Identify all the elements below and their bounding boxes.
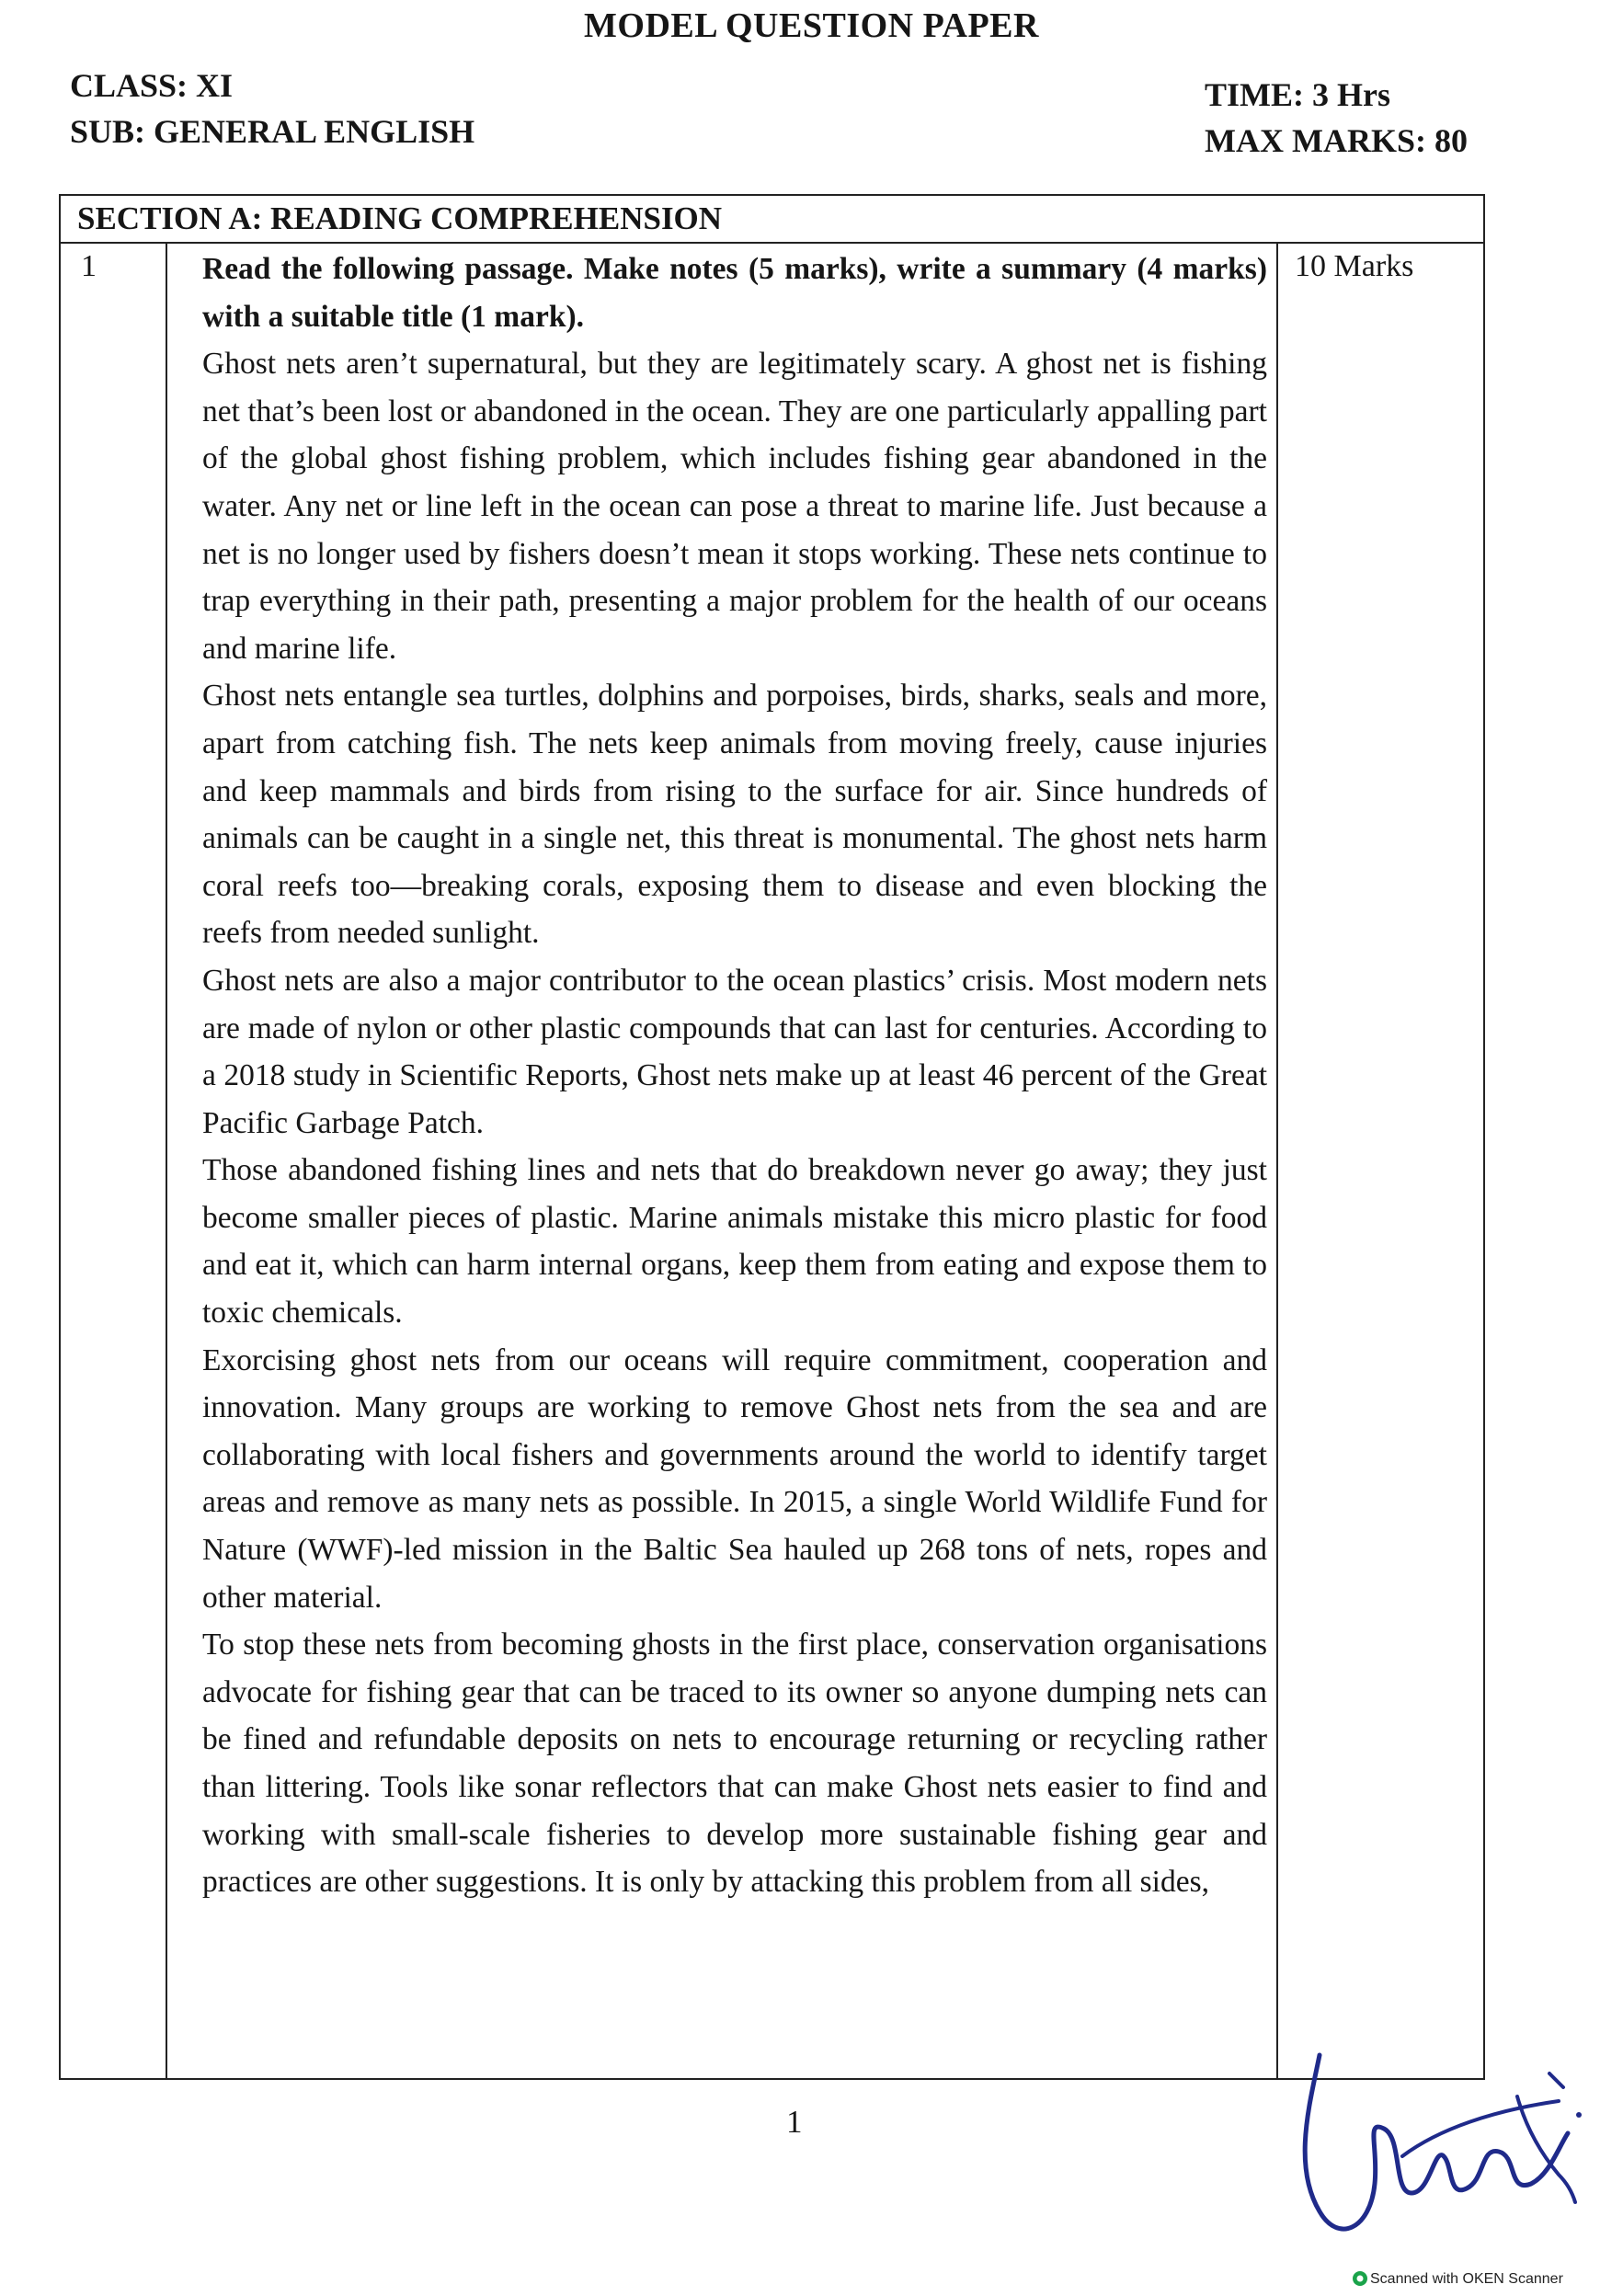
question-marks: 10 Marks xyxy=(1295,249,1414,283)
page-number: 1 xyxy=(786,2104,803,2140)
question-body xyxy=(202,246,1267,1906)
passage-paragraph: Ghost nets aren’t supernatural, but they are legitimately scary. A ghost net is fishing net that’s been lost or abandoned in the ocean. They are one particularly appalling part of the global ghost fishing problem, which includes fishing gear abandoned in the water. Any net or line left in the ocean can pose a threat to marine life. Just because a net is no longer used by fishers doesn’t mean it stops working. These nets continue to trap everything in their path, presenting a major problem for the health of our oceans and marine life. xyxy=(202,347,1267,666)
scanner-logo-icon xyxy=(1352,2270,1368,2287)
passage-paragraph: Those abandoned fishing lines and nets that do breakdown never go away; they just become smaller pieces of plastic. Marine animals mistake this micro plastic for food and eat it, which can harm internal organs, keep them from eating and expose them to toxic chemicals. xyxy=(202,1153,1267,1331)
section-heading: SECTION A: READING COMPREHENSION xyxy=(61,196,1483,244)
passage-paragraph: Exorcising ghost nets from our oceans will require commitment, cooperation and innovation. Many groups are working to remove Ghost nets from the sea and are collaborating with local fishers and governments around the world to identify target areas and remove as many nets as possible. In 2015, a single World Wildlife Fund for Nature (WWF)-led mission in the Baltic Sea hauled up 268 tons of nets, ropes and other material. xyxy=(202,1342,1267,1615)
max-marks-label: MAX MARKS: 80 xyxy=(1205,122,1468,159)
question-number: 1 xyxy=(81,249,97,283)
subject-label: SUB: GENERAL ENGLISH xyxy=(70,113,475,150)
passage-paragraph: To stop these nets from becoming ghosts in the first place, conservation organisations advocate for fishing gear that can be traced to its owner so anyone dumping nets can be fined and refundable deposits on nets to encourage returning or recycling rather than littering. Tools like sonar reflectors that can make Ghost nets easier to find and working with small-scale fisheries to develop more sustainable fishing gear and practices are other suggestions. It is only by attacking this problem from all sides, xyxy=(202,1628,1267,1900)
scanner-note: Scanned with OKEN Scanner xyxy=(1370,2271,1563,2287)
passage-paragraph: Ghost nets entangle sea turtles, dolphins and porpoises, birds, sharks, seals and more, apart from catching fish. The nets keep animals from moving freely, cause injuries and keep mammals and birds from rising to the surface for air. Since hundreds of animals can be caught in a single net, this threat is monumental. The ghost nets harm coral reefs too—breaking corals, exposing them to disease and even blocking the reefs from needed sunlight. xyxy=(202,679,1267,951)
paper-title: MODEL QUESTION PAPER xyxy=(584,6,1039,45)
class-label: CLASS: XI xyxy=(70,67,234,104)
header-left xyxy=(70,63,474,154)
column-divider xyxy=(1276,244,1278,2078)
passage-paragraph: Ghost nets are also a major contributor to the ocean plastics’ crisis. Most modern nets are made of nylon or other plastic compounds that can last for centuries. According to a 2018 study in Scientific Reports, Ghost nets make up at least 46 percent of the Great Pacific Garbage Patch. xyxy=(202,963,1267,1140)
time-label: TIME: 3 Hrs xyxy=(1205,76,1390,113)
header-right xyxy=(1205,72,1468,164)
signature-icon xyxy=(1283,2046,1586,2267)
question-table xyxy=(59,194,1485,2080)
column-divider xyxy=(166,244,167,2078)
question-instruction: Read the following passage. Make notes (5 marks), write a summary (4 marks) with a suitable title (1 mark). xyxy=(202,252,1267,334)
